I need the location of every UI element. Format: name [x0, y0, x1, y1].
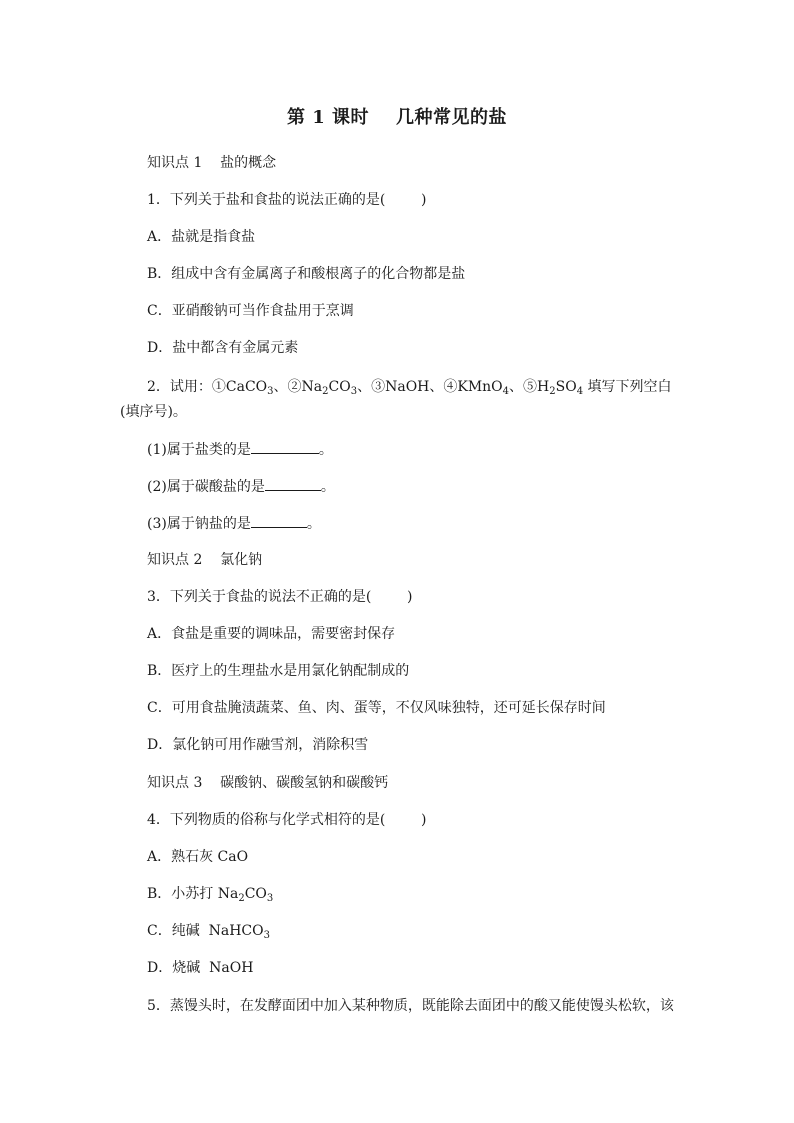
- question-3-option-b: B．医疗上的生理盐水是用氯化钠配制成的: [147, 663, 410, 679]
- question-1-option-c: C．亚硝酸钠可当作食盐用于烹调: [147, 303, 354, 319]
- question-4-option-d: D．烧碱 NaOH: [147, 960, 254, 976]
- question-4-option-b: B．小苏打 $Na_2CO_3$: [147, 886, 274, 904]
- question-4-option-a: A．熟石灰 CaO: [147, 849, 249, 865]
- page-title: 第 1 课时 几种常见的盐: [286, 107, 508, 128]
- question-2-part-2: (2)属于碳酸盐的是 。: [147, 476, 335, 497]
- question-3-stem: 3．下列关于食盐的说法不正确的是( ): [147, 589, 413, 605]
- answer-blank[interactable]: [251, 439, 319, 454]
- knowledge-point-2-heading: 知识点 2 氯化钠: [147, 552, 263, 568]
- question-2-part-1: (1)属于盐类的是 。: [147, 439, 333, 460]
- question-3-option-a: A．食盐是重要的调味品，需要密封保存: [147, 626, 396, 642]
- knowledge-point-1-heading: 知识点 1 盐的概念: [147, 155, 277, 171]
- question-2-stem: 2．试用：①CaCO$_3$、$②Na_2CO_3$、③NaOH、④KMnO$_4$、$⑤H_2SO_4$ 填写下列空白(填序号)。: [120, 379, 672, 420]
- answer-blank[interactable]: [265, 476, 321, 491]
- question-1-stem: 1．下列关于盐和食盐的说法正确的是( ): [147, 192, 427, 208]
- question-1-option-a: A．盐就是指食盐: [147, 229, 256, 245]
- question-1-option-d: D．盐中都含有金属元素: [147, 340, 299, 356]
- question-4-option-c: C．纯碱 NaHCO$_3$: [147, 923, 270, 941]
- question-2-part-3: (3)属于钠盐的是 。: [147, 513, 321, 534]
- knowledge-point-3-heading: 知识点 3 碳酸钠、碳酸氢钠和碳酸钙: [147, 775, 389, 791]
- question-3-option-c: C．可用食盐腌渍蔬菜、鱼、肉、蛋等，不仅风味独特，还可延长保存时间: [147, 700, 606, 716]
- answer-blank[interactable]: [251, 513, 307, 528]
- question-1-option-b: B．组成中含有金属离子和酸根离子的化合物都是盐: [147, 266, 466, 282]
- question-3-option-d: D．氯化钠可用作融雪剂，消除积雪: [147, 737, 369, 753]
- question-4-stem: 4．下列物质的俗称与化学式相符的是( ): [147, 812, 427, 828]
- question-5-stem: 5．蒸馒头时，在发酵面团中加入某种物质，既能除去面团中的酸又能使馒头松软，该: [147, 998, 674, 1014]
